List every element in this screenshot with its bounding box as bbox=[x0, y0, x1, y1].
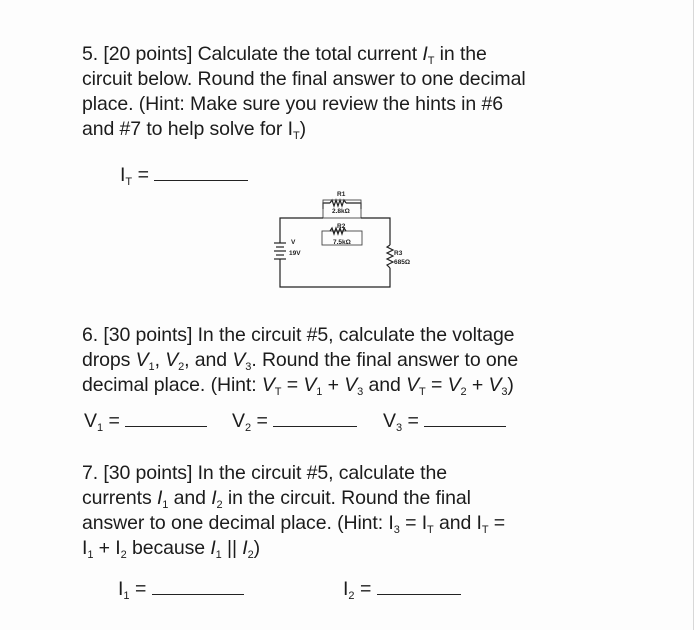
r3-value: 685Ω bbox=[394, 259, 411, 266]
answer-blank[interactable] bbox=[273, 425, 357, 427]
source-label-value: 19V bbox=[289, 250, 301, 257]
resistor-r1 bbox=[330, 200, 346, 206]
text-line: circuit below. Round the final answer to one decimal bbox=[82, 68, 526, 90]
answer-line-i1: $I_1$ = bbox=[118, 578, 244, 601]
math-variable: $I_1$ bbox=[210, 537, 222, 561]
r2-value: 7.5kΩ bbox=[333, 239, 351, 246]
wire bbox=[361, 218, 390, 245]
wire bbox=[280, 218, 323, 232]
wire bbox=[280, 268, 390, 287]
r1-value: 2.8kΩ bbox=[332, 208, 350, 215]
answer-line-v2: $V_2$ = bbox=[232, 410, 357, 433]
math-variable: $V_3$ bbox=[383, 410, 403, 434]
r2-name: R2 bbox=[337, 223, 346, 230]
text-line: answer to one decimal place. (Hint: $I_3 = I_T$ and $I_T$ = bbox=[82, 512, 506, 536]
math-variable: $I_1$ bbox=[156, 487, 169, 511]
text-line: 7. [30 points] In the circuit #5, calculate the bbox=[82, 462, 447, 484]
question-7-text bbox=[82, 461, 505, 561]
math-variable: $V_3$ bbox=[488, 374, 508, 398]
math-variable: $I_2$ bbox=[242, 537, 254, 561]
source-label-v: V bbox=[291, 239, 296, 246]
resistor-r2 bbox=[330, 228, 346, 234]
text-line: 6. [30 points] In the circuit #5, calculate the voltage bbox=[82, 324, 515, 346]
math-variable: $V_2$ bbox=[447, 374, 467, 398]
math-variable: $V_1$ bbox=[135, 349, 155, 373]
resistor-r3 bbox=[387, 245, 393, 268]
math-variable: $I_T$ bbox=[287, 118, 300, 142]
math-variable: $I_T$ bbox=[120, 164, 133, 188]
answer-line-it: $I_T$ = bbox=[120, 164, 248, 187]
text-line: 5. [20 points] Calculate the total current $I_T$ in the bbox=[82, 43, 487, 67]
text-line: place. (Hint: Make sure you review the hints in #6 bbox=[82, 93, 503, 115]
question-6-text bbox=[82, 323, 518, 398]
math-variable: $I_T$ bbox=[422, 43, 435, 67]
text-line: decimal place. (Hint: $V_T = V_1 + V_3$ and $V_T = V_2 + V_3$) bbox=[82, 374, 514, 398]
math-variable: $I_2$ bbox=[115, 537, 127, 561]
math-variable: $I_2$ bbox=[211, 487, 223, 511]
answer-blank[interactable] bbox=[154, 179, 248, 181]
math-variable: $I_T$ bbox=[421, 512, 434, 536]
answer-line-i2: $I_2$ = bbox=[343, 578, 461, 601]
math-variable: $V_T$ bbox=[406, 374, 426, 398]
math-variable: $V_T$ bbox=[261, 374, 282, 398]
math-variable: $V_3$ bbox=[344, 374, 364, 398]
math-variable: $I_T$ bbox=[476, 512, 489, 536]
math-variable: $I_1$ bbox=[118, 578, 130, 602]
wire bbox=[346, 203, 361, 209]
math-variable: $V_2$ bbox=[165, 349, 185, 373]
math-variable: $V_2$ bbox=[232, 410, 252, 434]
math-variable: $V_1$ bbox=[303, 374, 323, 398]
math-variable: $V_3$ bbox=[232, 349, 252, 373]
answer-blank[interactable] bbox=[125, 425, 207, 427]
text-line: $I_1 + I_2$ because $I_1$ || $I_2$) bbox=[82, 537, 261, 561]
text-line: drops $V_1$, $V_2$, and $V_3$. Round the final answer to one bbox=[82, 349, 519, 373]
math-variable: $I_1$ bbox=[82, 537, 94, 561]
r1-name: R1 bbox=[337, 191, 346, 198]
answer-blank[interactable] bbox=[424, 425, 506, 427]
wire bbox=[323, 203, 330, 209]
answer-blank[interactable] bbox=[152, 593, 244, 595]
math-variable: $I_3$ bbox=[388, 512, 400, 536]
math-variable: $V_1$ bbox=[84, 410, 104, 434]
r3-name: R3 bbox=[394, 250, 403, 257]
answer-line-v3: $V_3$ = bbox=[383, 410, 506, 433]
math-variable: $I_2$ bbox=[343, 578, 355, 602]
text-line: and #7 to help solve for $I_T$) bbox=[82, 118, 306, 142]
question-5-text bbox=[82, 42, 526, 142]
answer-blank[interactable] bbox=[377, 593, 461, 595]
r2-box bbox=[322, 231, 362, 245]
text-line: currents $I_1$ and $I_2$ in the circuit. Round the final bbox=[82, 487, 471, 511]
answer-line-v1: $V_1$ = bbox=[84, 410, 207, 433]
r1-box bbox=[323, 200, 361, 218]
